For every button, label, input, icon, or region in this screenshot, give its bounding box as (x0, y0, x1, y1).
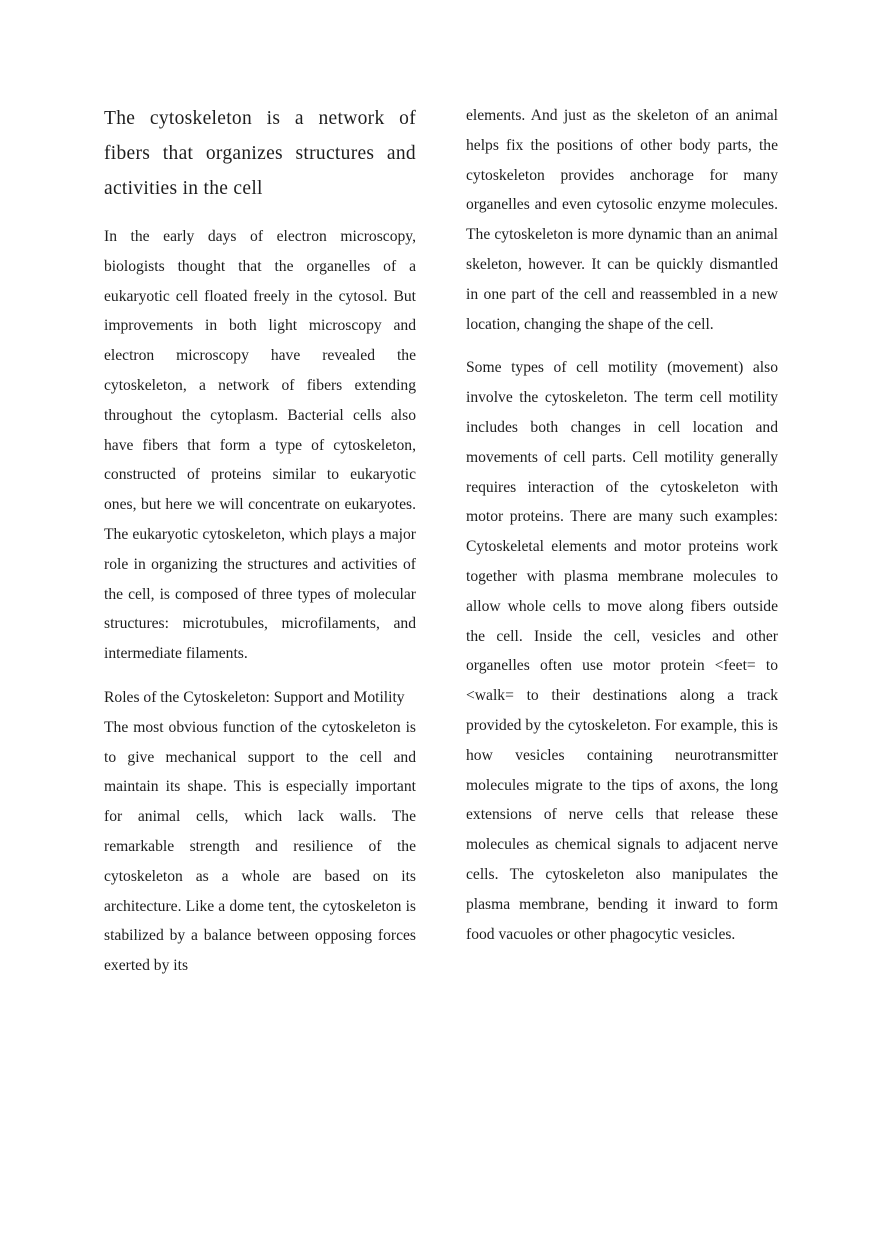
motility-paragraph: Some types of cell motility (movement) also involve the cytoskeleton. The term cell motility includes both changes in cell location and movements of cell parts. Cell motility generally requires interaction of the cytoskeleton with motor proteins. There are many such examples: Cytoskeletal elements and motor proteins work together with plasma membrane molecules to allow whole cells to move along fibers outside the cell. Inside the cell, vesicles and other organelles often use motor protein <feet= to <walk= to their destinations along a track provided by the cytoskeleton. For example, this is how vesicles containing neurotransmitter molecules migrate to the tips of axons, the long extensions of nerve cells that release these molecules as chemical signals to adjacent nerve cells. The cytoskeleton also manipulates the plasma membrane, bending it inward to form food vacuoles or other phagocytic vesicles. (466, 359, 778, 943)
intro-paragraph: In the early days of electron microscopy, biologists thought that the organelles of a eukaryotic cell floated freely in the cytosol. But improvements in both light microscopy and electron microscopy have revealed the cytoskeleton, a network of fibers extending throughout the cytoplasm. Bacterial cells also have fibers that form a type of cytoskeleton, constructed of proteins similar to eukaryotic ones, but here we will concentrate on eukaryotes. The eukaryotic cytoskeleton, which plays a major role in organizing the structures and activities of the cell, is composed of three types of molecular structures: microtubules, microfilaments, and intermediate filaments. (104, 228, 416, 663)
right-column (466, 101, 778, 949)
section-heading: The cytoskeleton is a network of fibers that organizes structures and activities in the cell (104, 108, 416, 199)
left-column (104, 101, 416, 981)
support-paragraph-continued: elements. And just as the skeleton of an animal helps fix the positions of other body parts, the cytoskeleton provides anchorage for many organelles and even cytosolic enzyme molecules. The cytoskeleton is more dynamic than an animal skeleton, however. It can be quickly dismantled in one part of the cell and reassembled in a new location, changing the shape of the cell. (466, 107, 778, 333)
subsection-heading: Roles of the Cytoskeleton: Support and Motility (104, 688, 405, 706)
support-paragraph: The most obvious function of the cytoskeleton is to give mechanical support to the cell and maintain its shape. This is especially important for animal cells, which lack walls. The remarkable strength and resilience of the cytoskeleton as a whole are based on its architecture. Like a dome tent, the cytoskeleton is stabilized by a balance between opposing forces exerted by its (104, 718, 416, 975)
